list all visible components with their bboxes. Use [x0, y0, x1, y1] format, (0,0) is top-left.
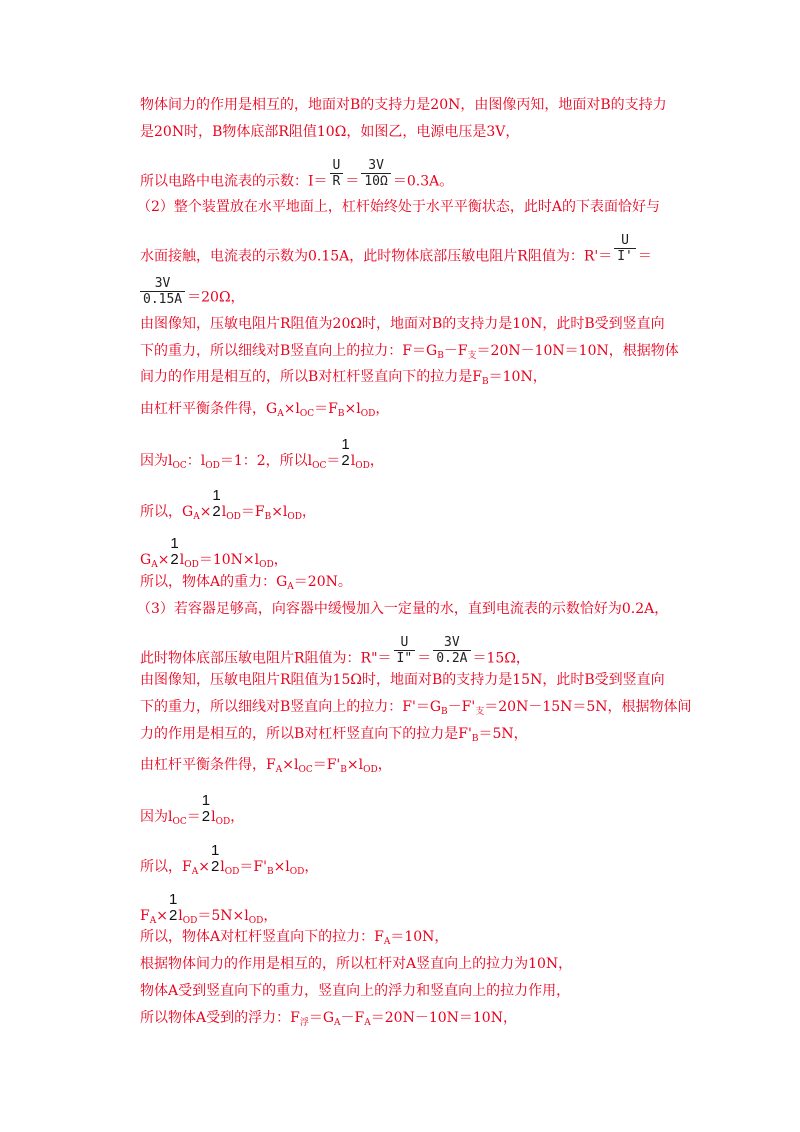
subscript: A: [287, 582, 294, 592]
subscript: OD: [182, 916, 198, 926]
text-line: [140, 399, 389, 419]
text-segment: l: [211, 809, 216, 825]
text-segment: ：l: [186, 453, 206, 469]
text-segment: －F': [447, 699, 476, 715]
text-line: [140, 755, 392, 775]
fraction-denominator: 0.2A: [436, 651, 468, 666]
subscript: B: [266, 867, 274, 877]
text-segment: ＝20N。: [293, 574, 352, 590]
fraction-numerator: 1: [201, 792, 211, 809]
subscript: 支: [475, 707, 485, 717]
fraction-numerator: 1: [210, 842, 220, 859]
subscript: B: [264, 512, 272, 522]
fraction-numerator: 1: [170, 535, 179, 552]
subscript: OD: [226, 512, 241, 522]
fraction-u-over-i-prime: [614, 233, 636, 264]
subscript: A: [364, 1018, 371, 1028]
text-segment: ＝: [417, 650, 432, 667]
subscript: B: [482, 377, 489, 387]
text-segment: ×l: [283, 401, 300, 417]
text-segment: ×: [199, 504, 212, 520]
text-segment: ×l: [282, 757, 299, 773]
subscript: OD: [287, 512, 303, 522]
text-segment: ，: [377, 757, 392, 773]
text-segment: 因为l: [140, 809, 173, 825]
fraction-denominator: 10Ω: [364, 174, 388, 189]
text-segment: ＝F: [314, 401, 338, 417]
text-segment: －F: [443, 343, 468, 359]
subscript: A: [191, 867, 199, 877]
fraction-one-half: [169, 892, 177, 924]
text-segment: ×: [156, 908, 168, 924]
subscript: OD: [248, 916, 264, 926]
text-line: （2）整个装置放在水平地面上，杠杆始终处于水平平衡状态，此时A的下表面恰好与: [137, 199, 661, 215]
subscript: A: [275, 765, 283, 775]
text-segment: ＝20N－10N＝10N，: [370, 1010, 517, 1026]
text-segment: l: [221, 504, 227, 520]
fraction-one-half: [170, 536, 178, 568]
subscript: OD: [363, 765, 378, 775]
subscript: OD: [224, 867, 240, 877]
text-segment: 所以，F: [140, 859, 192, 875]
text-line-half-ratio: [140, 487, 317, 528]
text-segment: l: [220, 859, 225, 875]
text-segment: 下的重力，所以细线对B竖直向上的拉力：F'＝G: [140, 699, 442, 715]
fraction-denominator: R: [332, 174, 341, 189]
text-segment: ×: [198, 859, 210, 875]
fraction-denominator: I": [396, 651, 413, 666]
text-line: [140, 276, 245, 313]
text-line: 是20N时，B物体底部R阻值10Ω，如图乙，电源电压是3V，: [140, 124, 520, 140]
text-line: 由图像知，压敏电阻片R阻值为15Ω时，地面对B的支持力是15N，此时B受到竖直向: [140, 672, 665, 688]
text-segment: ＝F': [312, 757, 341, 773]
subscript: OC: [172, 461, 187, 471]
subscript: OC: [299, 409, 315, 419]
text-segment: ×l: [271, 504, 288, 520]
text-segment: ×: [157, 552, 170, 568]
text-segment: ，: [302, 504, 317, 520]
text-segment: 所以电路中电流表的示数：I＝: [140, 173, 328, 190]
text-line: [140, 367, 547, 387]
fraction-u-over-i-double-prime: [394, 635, 416, 666]
text-segment: ＝F: [240, 504, 265, 520]
subscript: B: [441, 707, 448, 717]
text-line: 物体间力的作用是相互的，地面对B的支持力是20N，由图像丙知，地面对B的支持力: [140, 97, 667, 113]
fraction-3v-over-015a: [140, 276, 185, 307]
fraction-numerator: U: [394, 635, 416, 651]
text-segment: G: [140, 552, 152, 568]
text-line: [140, 697, 692, 717]
subscript: 支: [467, 351, 477, 361]
text-segment: ＝20N－10N＝10N，根据物体: [476, 343, 679, 359]
text-segment: ×l: [346, 757, 364, 773]
text-line-resistance-formula: [140, 233, 652, 272]
text-segment: ，: [304, 859, 319, 875]
text-segment: 所以，物体A的重力：G: [140, 574, 288, 590]
text-segment: l: [179, 552, 185, 568]
text-segment: ＝20N－15N＝5N，根据物体间: [484, 699, 692, 715]
text-segment: ＝20Ω，: [187, 289, 245, 306]
fraction-denominator: 2: [210, 858, 220, 875]
fraction-denominator: 2: [201, 808, 211, 825]
fraction-one-half: [211, 843, 219, 875]
text-segment: ＝10N×l: [198, 552, 260, 568]
text-segment: ＝5N，: [478, 726, 528, 742]
fraction-denominator: 2: [170, 551, 179, 568]
text-segment: 所以，G: [140, 504, 194, 520]
fraction-numerator: U: [330, 158, 344, 174]
fraction-numerator: 3V: [140, 276, 185, 292]
subscript: A: [334, 1018, 341, 1028]
text-segment: ，: [375, 401, 390, 417]
fraction-numerator: 1: [341, 436, 350, 453]
text-segment: ，: [369, 453, 384, 469]
fraction-numerator: 1: [212, 487, 221, 504]
text-segment: 力的作用是相互的，所以B对杠杆竖直向下的拉力是F': [140, 726, 472, 742]
fraction-one-half: [341, 437, 349, 469]
fraction-one-half: [202, 793, 210, 825]
text-segment: ＝0.3A。: [392, 173, 454, 190]
subscript: OD: [355, 461, 370, 471]
text-line-half-ratio: [140, 842, 319, 883]
text-segment: ＝10N，: [488, 369, 547, 385]
fraction-denominator: 2: [341, 452, 350, 469]
text-line: [140, 927, 448, 947]
subscript: OD: [205, 461, 220, 471]
fraction-denominator: 2: [168, 907, 178, 924]
text-segment: 下的重力，所以细线对B竖直向上的拉力：F＝G: [140, 343, 438, 359]
text-segment: 由杠杆平衡条件得，G: [140, 401, 278, 417]
subscript: B: [337, 409, 345, 419]
subscript: OD: [215, 817, 231, 827]
text-segment: ＝: [345, 173, 360, 190]
text-line-current-formula: [140, 158, 454, 197]
text-line: [140, 572, 352, 592]
subscript: A: [151, 560, 158, 570]
subscript: A: [277, 409, 284, 419]
text-segment: ，: [263, 908, 278, 924]
fraction-u-over-r: [330, 158, 344, 189]
text-segment: ＝1：2，所以l: [219, 453, 313, 469]
fraction-denominator: I': [617, 249, 633, 264]
text-segment: 所以物体A受到的浮力：F: [140, 1010, 300, 1026]
text-segment: F: [140, 908, 150, 924]
fraction-numerator: 3V: [433, 635, 470, 651]
subscript: OD: [360, 409, 376, 419]
text-segment: 所以，物体A对杠杆竖直向下的拉力：F: [140, 929, 384, 945]
fraction-3v-over-10ohm: [361, 158, 390, 189]
text-segment: l: [178, 908, 183, 924]
text-segment: ＝: [326, 453, 341, 469]
subscript: A: [149, 916, 157, 926]
text-segment: ＝F': [239, 859, 267, 875]
text-line: （3）若容器足够高，向容器中缓慢加入一定量的水，直到电流表的示数恰好为0.2A，: [137, 601, 669, 617]
text-segment: ×l: [344, 401, 361, 417]
text-segment: ＝15Ω，: [472, 650, 530, 667]
subscript: B: [437, 351, 444, 361]
text-segment: －F: [340, 1010, 365, 1026]
text-segment: ＝: [186, 809, 201, 825]
fraction-numerator: U: [614, 233, 636, 249]
fraction-3v-over-02a: [433, 635, 470, 666]
subscript: A: [383, 937, 391, 947]
text-segment: 因为l: [140, 453, 173, 469]
text-segment: 由杠杆平衡条件得，F: [140, 757, 276, 773]
text-line: [140, 724, 528, 744]
subscript: B: [340, 765, 347, 775]
fraction-denominator: 2: [212, 503, 221, 520]
text-line: 根据物体间力的作用是相互的，所以杠杆对A竖直向上的拉力为10N，: [140, 956, 573, 972]
subscript: A: [193, 512, 200, 522]
fraction-numerator: 3V: [361, 158, 390, 174]
text-segment: ＝G: [308, 1010, 335, 1026]
text-segment: ，: [230, 809, 245, 825]
text-line-half-ratio: [140, 792, 245, 833]
subscript: OC: [312, 461, 327, 471]
fraction-one-half: [212, 488, 220, 520]
text-segment: l: [350, 453, 356, 469]
subscript: OD: [259, 560, 274, 570]
subscript: OD: [184, 560, 199, 570]
text-segment: ＝5N×l: [197, 908, 249, 924]
text-line-half-ratio: [140, 436, 384, 477]
text-line: [140, 1008, 517, 1028]
text-segment: ×l: [273, 859, 290, 875]
text-line: [140, 341, 679, 361]
subscript: OD: [289, 867, 305, 877]
text-segment: ＝: [637, 248, 652, 265]
text-segment: 此时物体底部压敏电阻片R阻值为：R"＝: [140, 650, 392, 667]
text-line: 由图像知，压敏电阻片R阻值为20Ω时，地面对B的支持力是10N，此时B受到竖直向: [140, 316, 665, 332]
text-segment: 水面接触，电流表的示数为0.15A，此时物体底部压敏电阻片R阻值为：R'＝: [140, 248, 613, 265]
fraction-denominator: 0.15A: [143, 292, 183, 307]
fraction-numerator: 1: [168, 891, 178, 908]
text-segment: ＝10N，: [390, 929, 449, 945]
subscript: OC: [298, 765, 313, 775]
text-segment: ，: [273, 552, 288, 568]
subscript: OC: [172, 817, 187, 827]
text-segment: 间力的作用是相互的，所以B对杠杆竖直向下的拉力是F: [140, 369, 483, 385]
subscript: B: [471, 734, 479, 744]
text-line: 物体A受到竖直向下的重力，竖直向上的浮力和竖直向上的拉力作用，: [140, 983, 571, 999]
subscript: 浮: [299, 1018, 309, 1028]
